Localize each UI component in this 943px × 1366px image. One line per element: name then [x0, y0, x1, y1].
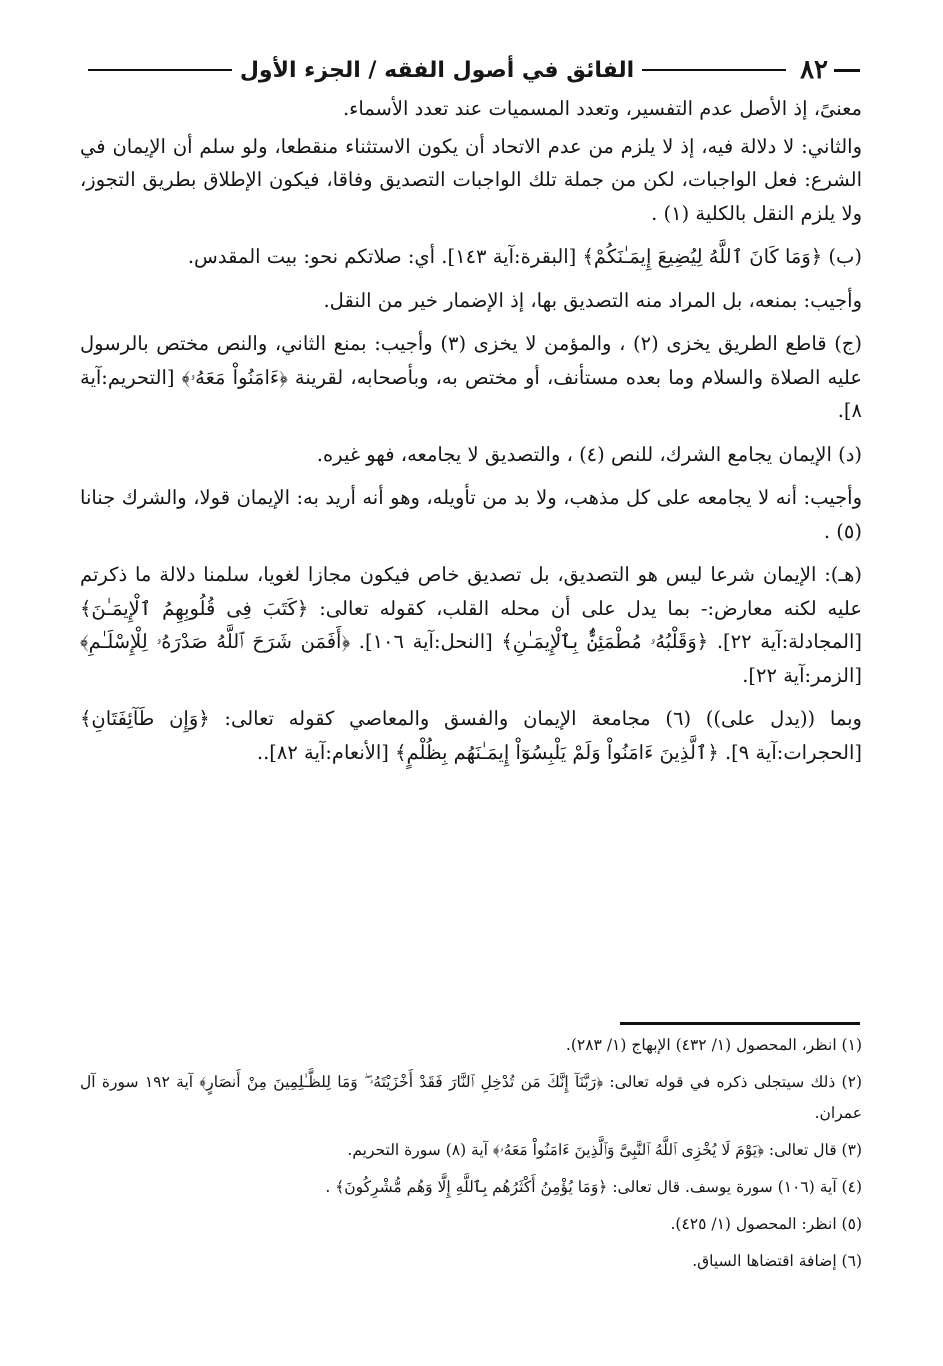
main-text	[80, 92, 862, 779]
paragraph: (ب) ﴿وَمَا كَانَ ٱللَّهُ لِيُضِيعَ إِيمَـٰنَكُمْ﴾ [البقرة:آية ١٤٣]. أي: صلاتكم نحو: بيت المقدس.	[187, 245, 862, 268]
footnote: (٦) إضافة اقتضاها السياق.	[692, 1252, 862, 1270]
header-rule	[642, 69, 786, 71]
page-header	[80, 50, 860, 90]
footnote: (٢) ذلك سيتجلى ذكره في قوله تعالى: ﴿رَبَّنَآ إِنَّكَ مَن تُدْخِلِ ٱلنَّارَ فَقَدْ أَخْزَيْتَهُۥ ۖ وَمَا لِلظَّـٰلِمِينَ مِنْ أَنصَارٍ﴾ آية ١٩٢ سورة آل عمران.	[80, 1073, 862, 1122]
paragraph: (ج) قاطع الطريق يخزى (٢) ، والمؤمن لا يخزى (٣) وأجيب: بمنع الثاني، والنص مختص بالرسول عليه الصلاة والسلام وما بعده مستأنف، أو مختص به، وبأصحابه، لقرينة ﴿ءَامَنُواْ مَعَهُۥ﴾ [التحريم:آية ٨].	[80, 332, 862, 422]
footnote-separator	[620, 1022, 860, 1025]
footnote: (٤) آية (١٠٦) سورة يوسف. قال تعالى: ﴿وَمَا يُؤْمِنُ أَكْثَرُهُم بِٱللَّهِ إِلَّا وَهُم مُّشْرِكُونَ﴾ .	[325, 1178, 862, 1196]
page-number: ٨٢	[800, 55, 828, 85]
header-dash	[834, 69, 860, 72]
paragraph: وبما ((يدل على)) (٦) مجامعة الإيمان والفسق والمعاصي كقوله تعالى: ﴿وَإِن طَآئِفَتَانِ﴾ [الحجرات:آية ٩]. ﴿ٱلَّذِينَ ءَامَنُواْ وَلَمْ يَلْبِسُوٓاْ إِيمَـٰنَهُم بِظُلْمٍ﴾ [الأنعام:آية ٨٢]..	[80, 707, 862, 764]
header-rule	[88, 69, 232, 71]
paragraph: والثاني: لا دلالة فيه، إذ لا يلزم من عدم الاتحاد أن يكون الاستثناء منقطعا، ولو سلم أن الإيمان في الشرع: فعل الواجبات، لكن من جملة تلك الواجبات التصديق وفاقا، فيكون الإطلاق بطريق التجوز، ولا يلزم النقل بالكلية (١) .	[80, 134, 862, 225]
paragraph: (د) الإيمان يجامع الشرك، للنص (٤) ، والتصديق لا يجامعه، فهو غيره.	[316, 442, 862, 466]
paragraph: وأجيب: أنه لا يجامعه على كل مذهب، ولا بد من تأويله، وهو أنه أريد به: الإيمان قولا، والشرك جنانا (٥) .	[80, 486, 862, 543]
footnote: (١) انظر، المحصول (١/ ٤٣٢) الإبهاج (١/ ٢٨٣).	[565, 1036, 862, 1054]
footnotes	[80, 1030, 862, 1283]
running-title: الفائق في أصول الفقه / الجزء الأول	[239, 57, 635, 83]
footnote: (٥) انظر: المحصول (١/ ٤٢٥).	[670, 1215, 862, 1233]
paragraph: (هـ): الإيمان شرعا ليس هو التصديق، بل تصديق خاص فيكون مجازا لغويا، سلمنا دلالة ما ذكرتم عليه لكنه معارض:- بما يدل على أن محله القلب، كقوله تعالى: ﴿كَتَبَ فِى قُلُوبِهِمُ ٱلْإِيمَـٰنَ﴾ [المجادلة:آية ٢٢]. ﴿وَقَلْبُهُۥ مُطْمَئِنٌّۢ بِٱلْإِيمَـٰنِ﴾ [النحل:آية ١٠٦]. ﴿أَفَمَن شَرَحَ ٱللَّهُ صَدْرَهُۥ لِلْإِسْلَـٰمِ﴾ [الزمر:آية ٢٢].	[80, 563, 862, 687]
paragraph: وأجيب: بمنعه، بل المراد منه التصديق بها، إذ الإضمار خير من النقل.	[323, 288, 862, 312]
footnote: (٣) قال تعالى: ﴿يَوْمَ لَا يُخْزِى ٱللَّهُ ٱلنَّبِىَّ وَٱلَّذِينَ ءَامَنُواْ مَعَهُۥ﴾ آية (٨) سورة التحريم.	[347, 1141, 862, 1159]
paragraph: معنىً، إذ الأصل عدم التفسير، وتعدد المسميات عند تعدد الأسماء.	[342, 97, 862, 120]
